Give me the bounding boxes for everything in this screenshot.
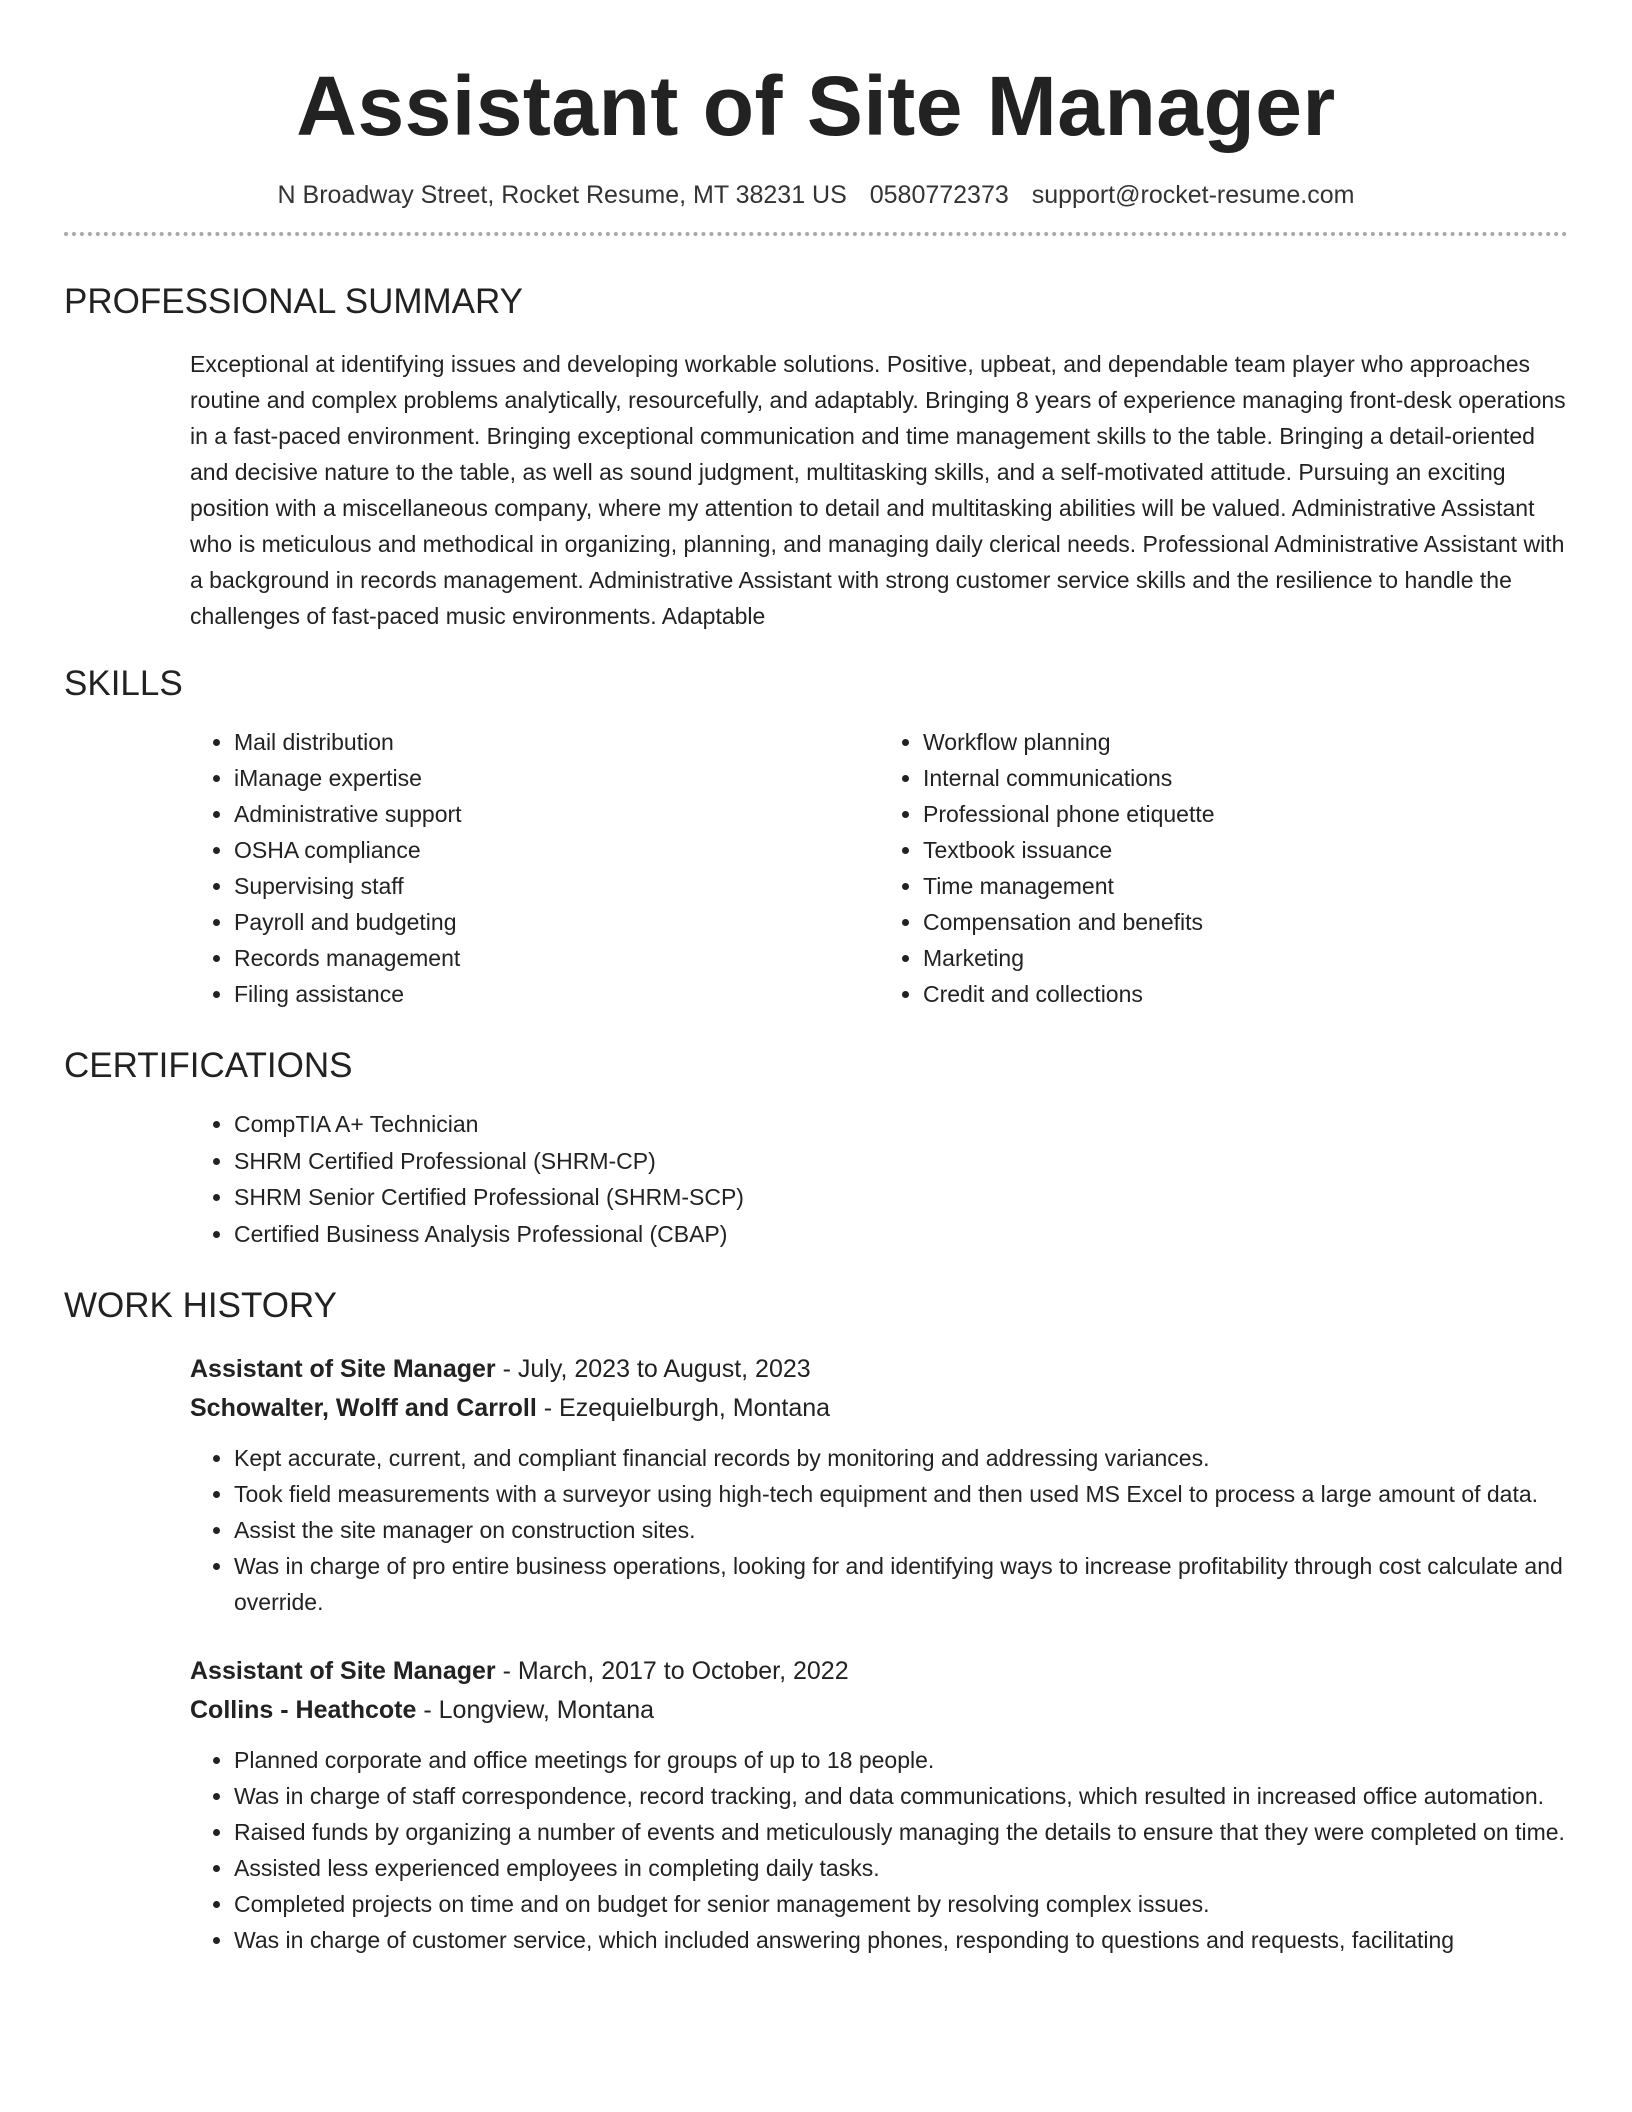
job-location: - Longview, Montana <box>416 1696 655 1725</box>
skill-item: • Administrative support <box>234 796 879 832</box>
skills-left-column <box>190 724 879 1012</box>
section-title-skills: SKILLS <box>64 664 183 703</box>
skill-item: • Credit and collections <box>923 976 1568 1012</box>
certification-item: • SHRM Senior Certified Professional (SHRM-SCP) <box>234 1179 1568 1216</box>
section-title-certifications: CERTIFICATIONS <box>64 1046 353 1085</box>
skills-right-column <box>879 724 1568 1012</box>
job-duty: • Was in charge of customer service, which included answering phones, responding to questions and requests, facilitating <box>234 1922 1568 1958</box>
job-duty: • Raised funds by organizing a number of events and meticulously managing the details to ensure that they were completed on time. <box>234 1814 1568 1850</box>
work-history-section <box>64 1284 1568 1958</box>
certifications-list <box>190 1106 1568 1252</box>
skill-item: • iManage expertise <box>234 760 879 796</box>
certification-item: • Certified Business Analysis Professional (CBAP) <box>234 1216 1568 1253</box>
contact-phone: 0580772373 <box>869 181 1009 209</box>
skill-item: • Textbook issuance <box>923 832 1568 868</box>
job-duty: • Completed projects on time and on budget for senior management by resolving complex issues. <box>234 1886 1568 1922</box>
skill-item: • Supervising staff <box>234 868 879 904</box>
skill-item: • Filing assistance <box>234 976 879 1012</box>
section-title-work-history: WORK HISTORY <box>64 1286 337 1326</box>
certification-item: • CompTIA A+ Technician <box>234 1106 1568 1143</box>
job-dates: - March, 2017 to October, 2022 <box>495 1657 849 1686</box>
job-entry <box>190 1652 1568 1958</box>
skill-item: • Compensation and benefits <box>923 904 1568 940</box>
skills-columns <box>190 724 1568 1012</box>
job-dates: - July, 2023 to August, 2023 <box>495 1355 811 1384</box>
contact-line <box>64 178 1568 212</box>
job-role-line <box>190 1350 1568 1389</box>
job-company-line <box>190 1691 1568 1730</box>
skill-item: • Workflow planning <box>923 724 1568 760</box>
skill-item: • Records management <box>234 940 879 976</box>
skills-section <box>64 662 1568 1012</box>
skill-item: • OSHA compliance <box>234 832 879 868</box>
skill-item: • Marketing <box>923 940 1568 976</box>
section-title-summary: PROFESSIONAL SUMMARY <box>64 282 523 321</box>
job-role: Assistant of Site Manager <box>190 1355 496 1384</box>
contact-email: support@rocket-resume.com <box>1031 181 1355 209</box>
header-divider <box>64 232 1568 236</box>
job-duty: • Kept accurate, current, and compliant financial records by monitoring and addressing variances. <box>234 1440 1568 1476</box>
skill-item: • Mail distribution <box>234 724 879 760</box>
job-company-line <box>190 1389 1568 1428</box>
job-duty: • Took field measurements with a surveyor using high-tech equipment and then used MS Excel to process a large amount of data. <box>234 1476 1568 1512</box>
certifications-section <box>64 1044 1568 1252</box>
job-duty: • Assisted less experienced employees in completing daily tasks. <box>234 1850 1568 1886</box>
skill-item: • Payroll and budgeting <box>234 904 879 940</box>
job-location: - Ezequielburgh, Montana <box>536 1394 831 1423</box>
summary-text: Exceptional at identifying issues and developing workable solutions. Positive, upbeat, and dependable team player who approaches routine and complex problems analytically, resourcefully, and adaptably. Bringing 8 years of experience managing front-desk operations in a fast-paced environment. Bringing exceptional communication and time management skills to the table. Bringing a detail-oriented and decisive nature to the table, as well as sound judgment, multitasking skills, and a self-motivated attitude. Pursuing an exciting position with a miscellaneous company, where my attention to detail and multitasking abilities will be valued. Administrative Assistant who is meticulous and methodical in organizing, planning, and managing daily clerical needs. Professional Administrative Assistant with a background in records management. Administrative Assistant with strong customer service skills and the resilience to handle the challenges of fast-paced music environments. Adaptable <box>190 351 1566 629</box>
job-duty: • Was in charge of staff correspondence, record tracking, and data communications, which resulted in increased office automation. <box>234 1778 1568 1814</box>
contact-address: N Broadway Street, Rocket Resume, MT 38231 US <box>277 181 847 209</box>
skill-item: • Time management <box>923 868 1568 904</box>
job-duty: • Planned corporate and office meetings for groups of up to 18 people. <box>234 1742 1568 1778</box>
skill-item: • Professional phone etiquette <box>923 796 1568 832</box>
job-entry <box>190 1350 1568 1620</box>
job-duties-list <box>190 1742 1568 1958</box>
job-role-line <box>190 1652 1568 1691</box>
professional-summary-section <box>64 280 1568 634</box>
resume-name: Assistant of Site Manager <box>296 59 1336 153</box>
job-duty: • Assist the site manager on construction sites. <box>234 1512 1568 1548</box>
job-company: Schowalter, Wolff and Carroll <box>190 1394 537 1423</box>
certification-item: • SHRM Certified Professional (SHRM-CP) <box>234 1143 1568 1180</box>
job-duty: • Was in charge of pro entire business operations, looking for and identifying ways to increase profitability through cost calculate and override. <box>234 1548 1568 1620</box>
job-duties-list <box>190 1440 1568 1620</box>
job-company: Collins - Heathcote <box>190 1696 417 1725</box>
job-role: Assistant of Site Manager <box>190 1657 496 1686</box>
skill-item: • Internal communications <box>923 760 1568 796</box>
